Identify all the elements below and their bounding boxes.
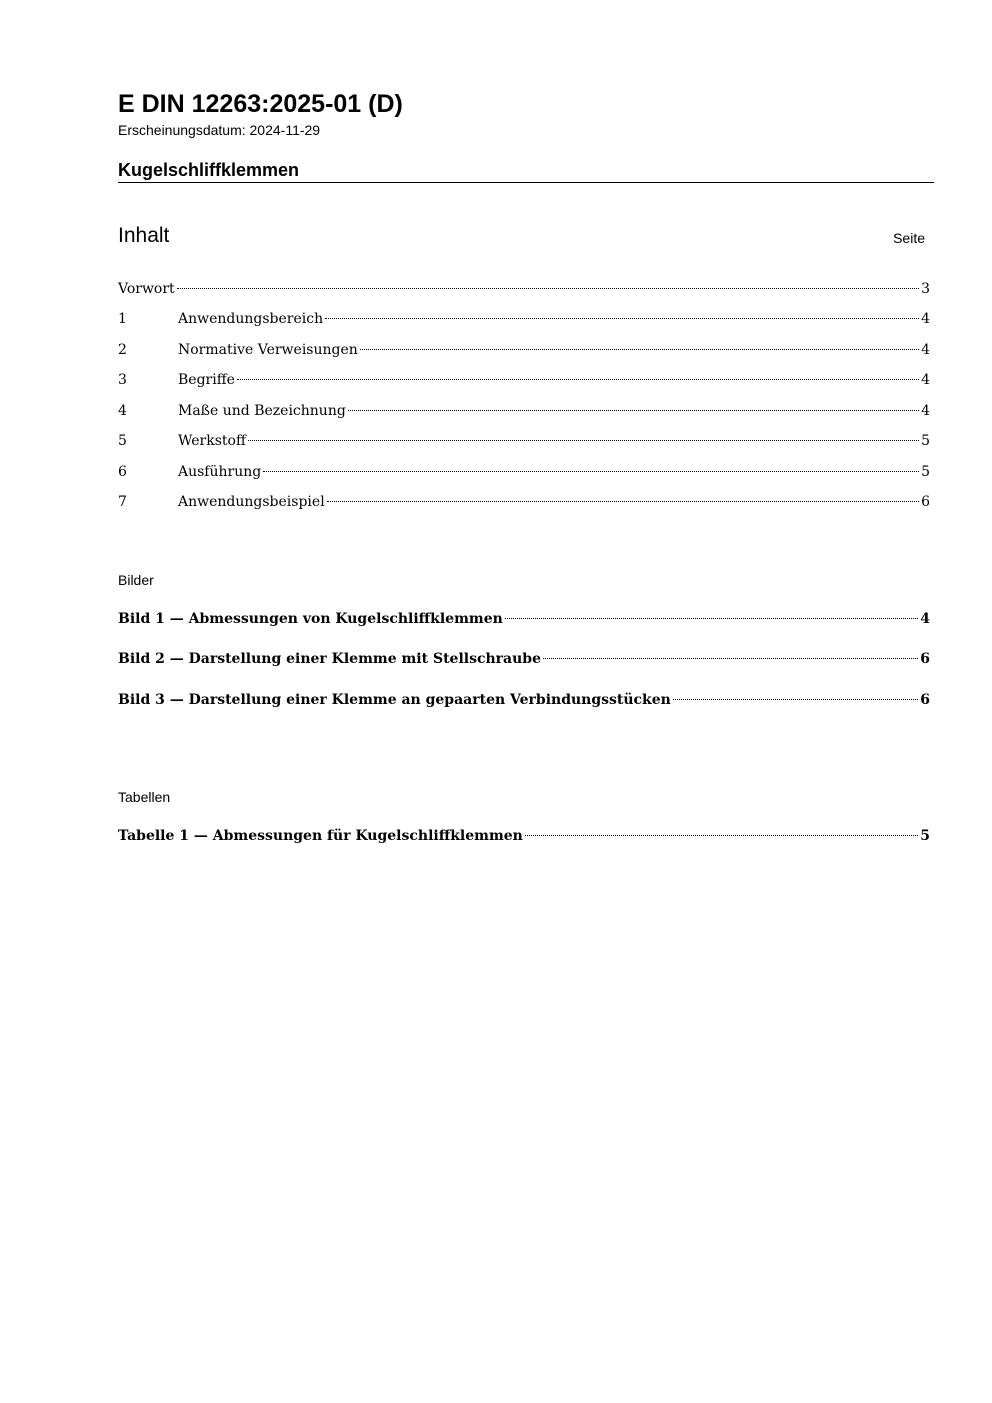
table-entry-page: 5 bbox=[920, 828, 930, 844]
toc-entry-page: 3 bbox=[921, 281, 930, 297]
table-entry-1[interactable] bbox=[118, 825, 930, 847]
page-column-heading: Seite bbox=[893, 230, 925, 246]
toc-entry-page: 6 bbox=[921, 494, 930, 510]
toc-entry-number: 7 bbox=[118, 494, 127, 510]
toc-entry-page: 4 bbox=[921, 311, 930, 327]
document-title: Kugelschliffklemmen bbox=[118, 160, 300, 180]
dot-leader bbox=[525, 835, 918, 836]
dot-leader bbox=[263, 471, 919, 472]
dot-leader bbox=[673, 699, 918, 700]
dot-leader bbox=[237, 379, 919, 380]
dot-leader bbox=[325, 318, 919, 319]
toc-entry-page: 4 bbox=[921, 342, 930, 358]
dot-leader bbox=[360, 349, 919, 350]
toc-entry-anwendungsbereich[interactable] bbox=[118, 308, 930, 330]
figure-entry-1[interactable] bbox=[118, 608, 930, 630]
dot-leader bbox=[177, 288, 919, 289]
figure-entry-label: Bild 2 — Darstellung einer Klemme mit Stellschraube bbox=[118, 651, 541, 667]
toc-entry-werkstoff[interactable] bbox=[118, 430, 930, 452]
publication-date: Erscheinungsdatum: 2024-11-29 bbox=[118, 122, 321, 138]
figure-entry-page: 4 bbox=[920, 611, 930, 627]
toc-entry-page: 5 bbox=[921, 433, 930, 449]
toc-entry-label: Anwendungsbeispiel bbox=[178, 494, 325, 510]
toc-entry-label: Maße und Bezeichnung bbox=[178, 403, 346, 419]
dot-leader bbox=[505, 618, 918, 619]
toc-entry-label: Vorwort bbox=[118, 281, 175, 297]
toc-entry-normative-verweisungen[interactable] bbox=[118, 339, 930, 361]
toc-entry-label: Normative Verweisungen bbox=[178, 342, 358, 358]
dot-leader bbox=[543, 658, 918, 659]
figure-entry-label: Bild 3 — Darstellung einer Klemme an gepaarten Verbindungsstücken bbox=[118, 692, 671, 708]
toc-entry-begriffe[interactable] bbox=[118, 369, 930, 391]
toc-entry-number: 3 bbox=[118, 372, 127, 388]
figure-entry-page: 6 bbox=[920, 651, 930, 667]
toc-entry-ausfuehrung[interactable] bbox=[118, 461, 930, 483]
dot-leader bbox=[327, 501, 919, 502]
toc-entry-page: 5 bbox=[921, 464, 930, 480]
toc-entry-label: Werkstoff bbox=[178, 433, 246, 449]
figure-entry-3[interactable] bbox=[118, 689, 930, 711]
dot-leader bbox=[348, 410, 919, 411]
toc-entry-number: 1 bbox=[118, 311, 127, 327]
figure-entry-label: Bild 1 — Abmessungen von Kugelschliffklemmen bbox=[118, 611, 503, 627]
dot-leader bbox=[248, 440, 919, 441]
title-underline bbox=[118, 182, 934, 183]
toc-entry-vorwort[interactable] bbox=[118, 278, 930, 300]
figure-entry-2[interactable] bbox=[118, 648, 930, 670]
toc-entry-label: Ausführung bbox=[178, 464, 262, 480]
document-id: E DIN 12263:2025-01 (D) bbox=[118, 90, 403, 118]
toc-entry-number: 4 bbox=[118, 403, 127, 419]
toc-entry-page: 4 bbox=[921, 372, 930, 388]
toc-entry-label: Anwendungsbereich bbox=[178, 311, 324, 327]
toc-entry-number: 2 bbox=[118, 342, 127, 358]
tables-heading: Tabellen bbox=[118, 789, 171, 805]
toc-entry-number: 5 bbox=[118, 433, 127, 449]
toc-entry-page: 4 bbox=[921, 403, 930, 419]
figures-heading: Bilder bbox=[118, 572, 154, 588]
toc-entry-masse-und-bezeichnung[interactable] bbox=[118, 400, 930, 422]
toc-heading: Inhalt bbox=[118, 224, 170, 247]
table-entry-label: Tabelle 1 — Abmessungen für Kugelschliffklemmen bbox=[118, 828, 523, 844]
figure-entry-page: 6 bbox=[920, 692, 930, 708]
toc-entry-anwendungsbeispiel[interactable] bbox=[118, 491, 930, 513]
toc-entry-number: 6 bbox=[118, 464, 127, 480]
toc-entry-label: Begriffe bbox=[178, 372, 235, 388]
